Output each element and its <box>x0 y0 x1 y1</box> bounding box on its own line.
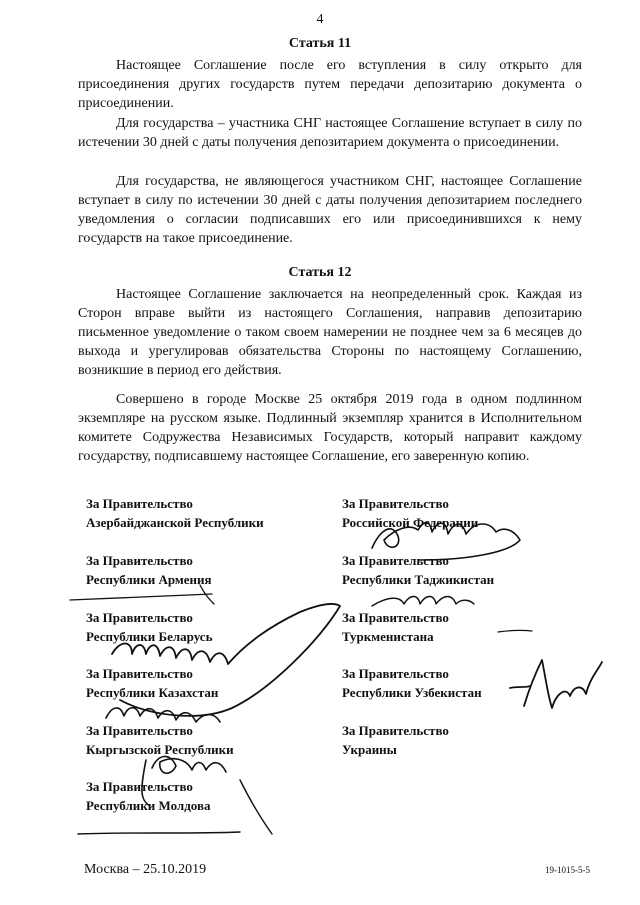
signatory-line: За Правительство <box>86 610 193 625</box>
signatory-country: Республики Армения <box>86 572 212 587</box>
signatory-uzbekistan <box>342 664 482 702</box>
signature-kazakhstan <box>106 708 220 722</box>
signatory-country: Азербайджанской Республики <box>86 515 264 530</box>
signature-tajikistan <box>372 597 474 607</box>
signatory-country: Украины <box>342 742 397 757</box>
signatory-line: За Правительство <box>86 553 193 568</box>
article-12-paragraph: Настоящее Соглашение заключается на неопределенный срок. Каждая из Сторон вправе выйти из настоящего Соглашения, направив депозитарию письменное уведомление о таком своем намерении не позднее чем за 6 месяцев до выхода и урегулировав обязательства Стороны по настоящему Соглашению, возникшие в период его действия. <box>78 287 582 378</box>
signatory-line: За Правительство <box>86 779 193 794</box>
page-number: 4 <box>316 12 324 27</box>
signatory-country: Российской Федерации <box>342 515 479 530</box>
signatory-armenia <box>86 551 212 589</box>
closing-paragraph: Совершено в городе Москве 25 октября 2019 года в одном подлинном экземпляре на русском языке. Подлинный экземпляр хранится в Исполнительном комитете Содружества Независимых Государств, который направит каждому государству, подписавшему настоящее Соглашение, его заверенную копию. <box>78 392 582 464</box>
signatory-line: За Правительство <box>342 610 449 625</box>
signatory-kyrgyzstan <box>86 721 234 759</box>
signatory-belarus <box>86 608 212 646</box>
signatory-country: Республики Таджикистан <box>342 572 495 587</box>
signatory-line: За Правительство <box>86 723 193 738</box>
signatory-line: За Правительство <box>86 666 193 681</box>
signatory-country: Республики Узбекистан <box>342 685 482 700</box>
signatory-line: За Правительство <box>86 496 193 511</box>
signatory-tajikistan <box>342 551 494 589</box>
signatory-line: За Правительство <box>342 666 449 681</box>
article-11-title: Статья 11 <box>288 36 352 51</box>
footer-doc-code: 19-1015-5-5 <box>545 865 590 875</box>
signatory-country: Туркменистана <box>342 629 434 644</box>
signatory-line: За Правительство <box>342 553 449 568</box>
article-11-paragraph: Для государства, не являющегося участником СНГ, настоящее Соглашение вступает в силу по истечении 30 дней с даты получения депозитарием последнего уведомления о согласии подписавших его или присоединившихся к нему государств на такое присоединение. <box>78 174 582 246</box>
article-11-paragraph: Настоящее Соглашение после его вступления в силу открыто для присоединения других государств путем передачи депозитарию документа о присоединении. <box>78 58 582 111</box>
signature-turkmenistan <box>498 630 532 632</box>
signatory-country: Республики Казахстан <box>86 685 219 700</box>
signatory-country: Республики Беларусь <box>86 629 213 644</box>
signatory-line: За Правительство <box>342 723 449 738</box>
article-12-title: Статья 12 <box>288 265 352 280</box>
signatory-russia <box>342 494 478 532</box>
signature-uzbekistan <box>510 660 602 708</box>
signatory-kazakhstan <box>86 664 218 702</box>
signatory-country: Кыргызской Республики <box>86 742 234 757</box>
signatory-line: За Правительство <box>342 496 449 511</box>
signatory-moldova <box>86 777 210 815</box>
signatory-ukraine <box>342 721 449 759</box>
footer-place-date: Москва – 25.10.2019 <box>84 862 207 877</box>
signatory-azerbaijan <box>86 494 264 532</box>
signatory-country: Республики Молдова <box>86 798 211 813</box>
signatory-turkmenistan <box>342 608 449 646</box>
article-11-paragraph: Для государства – участника СНГ настоящее Соглашение вступает в силу по истечении 30 дней с даты получения депозитарием документа о присоединении. <box>78 116 582 150</box>
